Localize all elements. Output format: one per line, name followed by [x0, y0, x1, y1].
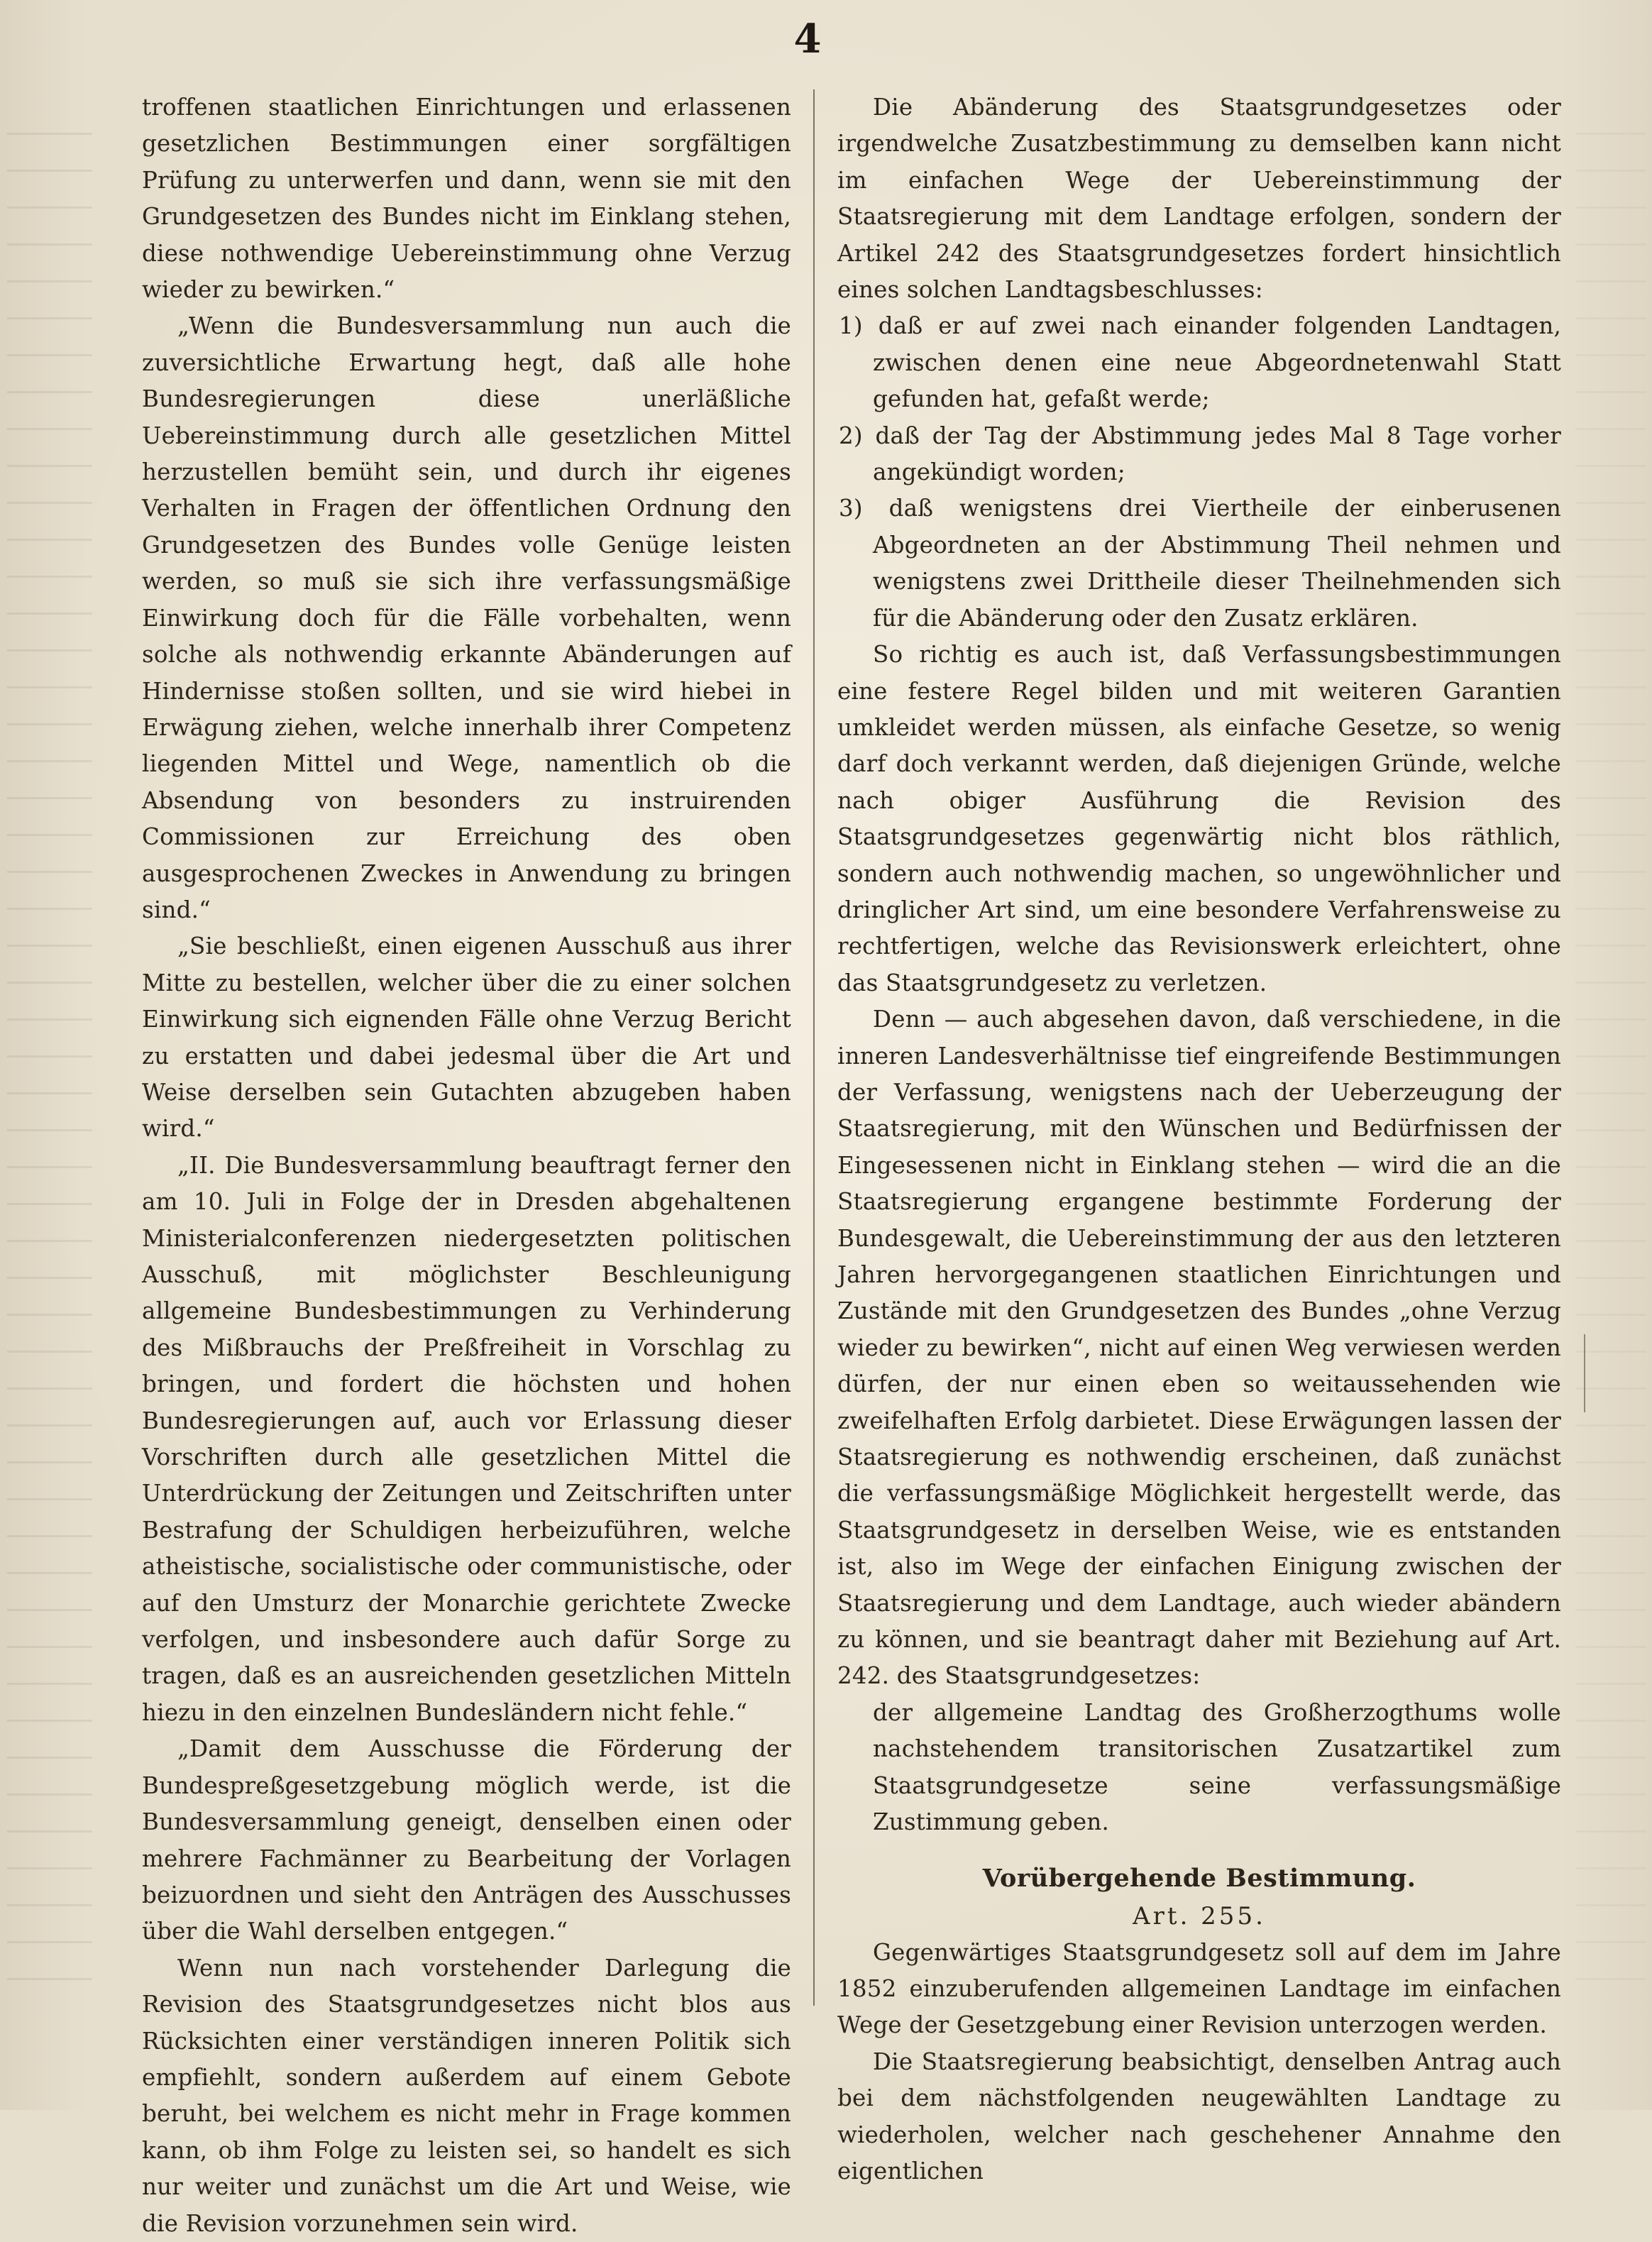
requirement-list-item: 1) daß er auf zwei nach einander folgenden Landtagen, zwischen denen eine neue Abgeordnetenwahl Statt gefunden hat, gefaßt werde; — [839, 312, 1561, 413]
margin-pencil-mark — [1584, 1334, 1585, 1412]
section-heading: Vorübergehende Bestimmung. — [982, 1863, 1416, 1893]
left-paragraph: Wenn nun nach vorstehender Darlegung die Revision des Staatsgrundgesetzes nicht blos aus Rücksichten einer verständigen inneren Politik sich empfiehlt, sondern außerdem auf einem Gebote beruht, bei welchem es nicht mehr in Frage kommen kann, ob ihm Folge zu leisten sei, so handelt es sich nur weiter und zunächst um die Art und Weise, wie die Revision vorzunehmen sein wird. — [142, 1954, 791, 2237]
left-paragraph: „Sie beschließt, einen eigenen Ausschuß aus ihrer Mitte zu bestellen, welcher über die zu einer solchen Einwirkung sich eignenden Fälle ohne Verzug Bericht zu erstatten und dabei jedesmal über die Art und Weise derselben sein Gutachten abzugeben haben wird.“ — [142, 933, 791, 1143]
left-paragraph: troffenen staatlichen Einrichtungen und erlassenen gesetzlichen Bestimmungen einer sorgfältigen Prüfung zu unterwerfen und dann, wenn sie mit den Grundgesetzen des Bundes nicht im Einklang stehen, diese nothwendige Uebereinstimmung ohne Verzug wieder zu bewirken.“ — [142, 94, 791, 304]
left-column — [142, 89, 791, 2237]
left-paragraph: „Damit dem Ausschusse die Förderung der Bundespreßgesetzgebung möglich werde, ist die Bundesversammlung geneigt, denselben einen oder mehrere Fachmänner zu Bearbeitung der Vorlagen beizuordnen und sieht den Anträgen des Ausschusses über die Wahl derselben entgegen.“ — [142, 1735, 791, 1945]
page-number: 4 — [793, 16, 822, 62]
bleed-through-left — [7, 99, 92, 1980]
article-heading: Art. 255. — [1133, 1901, 1266, 1930]
left-paragraph: „Wenn die Bundesversammlung nun auch die zuversichtliche Erwartung hegt, daß alle hohe Bundesregierungen diese unerläßliche Uebereinstimmung durch alle gesetzlichen Mittel herzustellen bemüht sein, und durch ihr eigenes Verhalten in Fragen der öffentlichen Ordnung den Grundgesetzen des Bundes volle Genüge leisten werden, so muß sie sich ihre verfassungsmäßige Einwirkung doch für die Fälle vorbehalten, wenn solche als nothwendig erkannte Abänderungen auf Hindernisse stoßen sollten, und sie wird hiebei in Erwägung ziehen, welche innerhalb ihrer Competenz liegenden Mittel und Wege, namentlich ob die Absendung von besonders zu instruirenden Commissionen zur Erreichung des oben ausgesprochenen Zweckes in Anwendung zu bringen sind.“ — [142, 312, 791, 923]
right-paragraph: Denn — auch abgesehen davon, daß verschiedene, in die inneren Landesverhältnisse tief eingreifende Bestimmungen der Verfassung, wenigstens nach der Ueberzeugung der Staatsregierung, mit den Wünschen und Bedürfnissen der Eingesessenen nicht in Einklang stehen — wird die an die Staatsregierung ergangene bestimmte Forderung der Bundesgewalt, die Uebereinstimmung der aus den letzteren Jahren hervorgegangenen staatlichen Einrichtungen und Zustände mit den Grundgesetzen des Bundes „ohne Verzug wieder zu bewirken“, nicht auf einen Weg verwiesen werden dürfen, der nur einen eben so weitaussehenden wie zweifelhaften Erfolg darbietet. Diese Erwägungen lassen der Staatsregierung es nothwendig erscheinen, daß zunächst die verfassungsmäßige Möglichkeit hergestellt werde, das Staatsgrundgesetz in derselben Weise, wie es entstanden ist, also im Wege der einfachen Einigung zwischen der Staatsregierung und dem Landtage, auch wieder abändern zu können, und sie beantragt daher mit Beziehung auf Art. 242. des Staatsgrundgesetzes: — [837, 1006, 1562, 1690]
left-paragraph: „II. Die Bundesversammlung beauftragt ferner den am 10. Juli in Folge der in Dresden abgehaltenen Ministerialconferenzen niedergesetzten politischen Ausschuß, mit möglichster Beschleunigung allgemeine Bundesbestimmungen zu Verhinderung des Mißbrauchs der Preßfreiheit in Vorschlag zu bringen, und fordert die höchsten und hohen Bundesregierungen auf, auch vor Erlassung dieser Vorschriften durch alle gesetzlichen Mittel die Unterdrückung der Zeitungen und Zeitschriften unter Bestrafung der Schuldigen herbeizuführen, welche atheistische, socialistische oder communistische, oder auf den Umsturz der Monarchie gerichtete Zwecke verfolgen, und insbesondere auch dafür Sorge zu tragen, daß es an ausreichenden gesetzlichen Mitteln hiezu in den einzelnen Bundesländern nicht fehle.“ — [142, 1151, 791, 1726]
right-intro-paragraph: Die Abänderung des Staatsgrundgesetzes oder irgendwelche Zusatzbestimmung zu demselben kann nicht im einfachen Wege der Uebereinstimmung der Staatsregierung mit dem Landtage erfolgen, sondern der Artikel 242 des Staatsgrundgesetzes fordert hinsichtlich eines solchen Landtagsbeschlusses: — [837, 94, 1561, 304]
requirement-list-item: 2) daß der Tag der Abstimmung jedes Mal 8 Tage vorher angekündigt worden; — [839, 422, 1561, 486]
right-column — [837, 89, 1562, 2185]
article-text: Gegenwärtiges Staatsgrundgesetz soll auf dem im Jahre 1852 einzuberufenden allgemeinen Landtage im einfachen Wege der Gesetzgebung einer Revision unterzogen werden. — [837, 1938, 1561, 2039]
bleed-through-right — [1575, 99, 1646, 1980]
closing-paragraph: Die Staatsregierung beabsichtigt, denselben Antrag auch bei dem nächstfolgenden neugewählten Landtage zu wiederholen, welcher nach geschehener Annahme den eigentlichen — [837, 2048, 1561, 2185]
proposal-text: der allgemeine Landtag des Großherzogthums wolle nachstehendem transitorischen Zusatzartikel zum Staatsgrundgesetze seine verfassungsmäßige Zustimmung geben. — [873, 1698, 1561, 1836]
requirement-list-item: 3) daß wenigstens drei Viertheile der einberusenen Abgeordneten an der Abstimmung Theil nehmen und wenigstens zwei Drittheile dieser Theilnehmenden sich für die Abänderung oder den Zusatz erklären. — [839, 495, 1561, 632]
column-divider — [813, 89, 815, 2006]
right-paragraph: So richtig es auch ist, daß Verfassungsbestimmungen eine festere Regel bilden und mit weiteren Garantien umkleidet werden müssen, als einfache Gesetze, so wenig darf doch verkannt werden, daß diejenigen Gründe, welche nach obiger Ausführung die Revision des Staatsgrundgesetzes gegenwärtig nicht blos räthlich, sondern auch nothwendig machen, so ungewöhnlicher und dringlicher Art sind, um eine besondere Verfahrensweise zu rechtfertigen, welche das Revisionswerk erleichtert, ohne das Staatsgrundgesetz zu verletzen. — [837, 641, 1561, 996]
